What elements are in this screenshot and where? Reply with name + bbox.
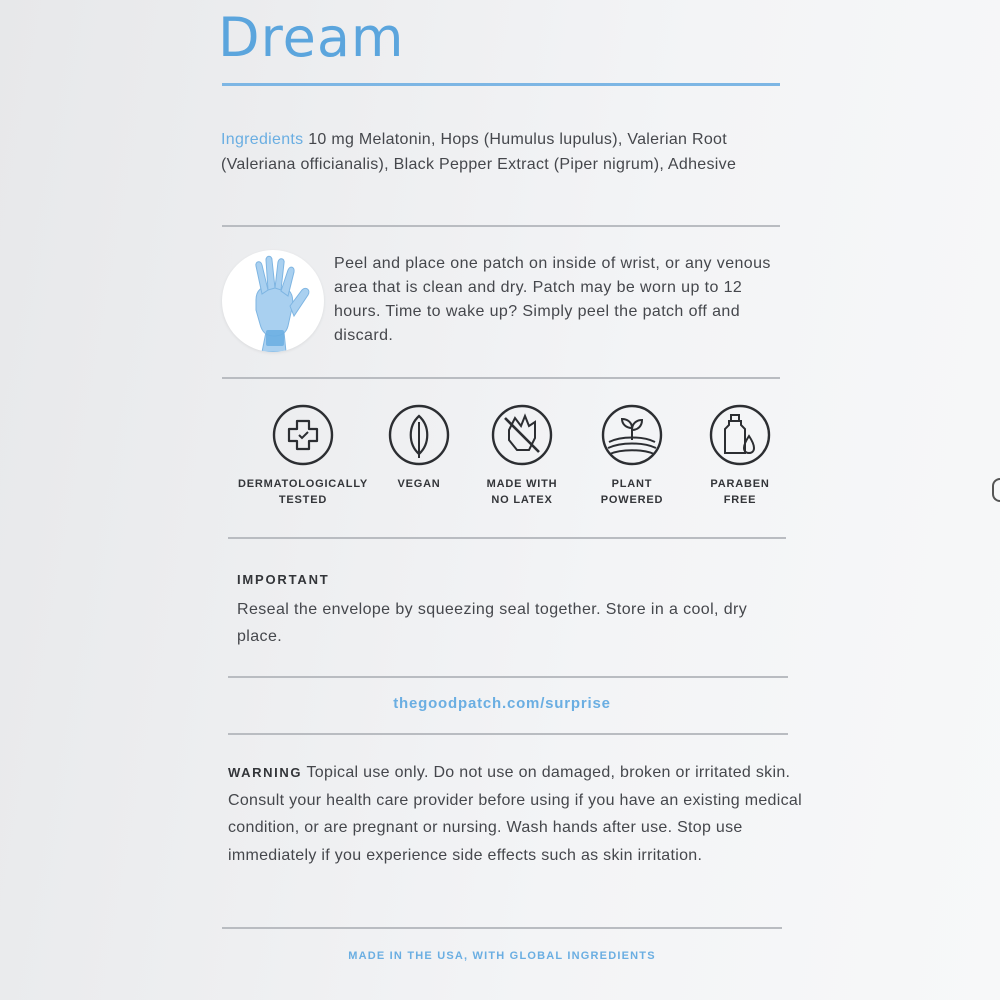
hand-with-patch-icon bbox=[222, 250, 324, 352]
divider-3 bbox=[228, 537, 786, 539]
badge-label: MADE WITH NO LATEX bbox=[486, 478, 558, 506]
bottle-drop-icon bbox=[709, 404, 771, 466]
warning-label: WARNING bbox=[228, 765, 303, 780]
badge-dermatologically-tested bbox=[222, 404, 384, 508]
badge-plant-powered bbox=[582, 404, 682, 508]
medical-cross-icon bbox=[272, 404, 334, 466]
website-link[interactable]: thegoodpatch.com/surprise bbox=[393, 695, 611, 712]
badge-label: PLANT POWERED bbox=[600, 478, 664, 506]
badge-label: PARABEN FREE bbox=[710, 478, 770, 506]
warning-section bbox=[228, 759, 803, 869]
badge-row bbox=[222, 404, 782, 514]
no-latex-glove-icon bbox=[491, 404, 553, 466]
divider-2 bbox=[222, 377, 780, 379]
ingredients-section bbox=[221, 127, 781, 177]
badge-vegan bbox=[380, 404, 458, 492]
edge-cropped-glyph bbox=[992, 478, 1000, 502]
plant-sprout-icon bbox=[601, 404, 663, 466]
made-in-usa-footer: MADE IN THE USA, WITH GLOBAL INGREDIENTS bbox=[348, 950, 656, 962]
badge-paraben-free bbox=[692, 404, 788, 508]
divider-1 bbox=[222, 225, 780, 227]
divider-4 bbox=[228, 676, 788, 678]
important-text: Reseal the envelope by squeezing seal together. Store in a cool, dry place. bbox=[237, 601, 748, 645]
directions-text: Peel and place one patch on inside of wrist, or any venous area that is clean and dry. Patch may be worn up to 12 hours. Time to wake up? Simply peel the patch off and discard. bbox=[334, 255, 771, 344]
badge-label: DERMATOLOGICALLY TESTED bbox=[238, 478, 368, 506]
product-title: Dream bbox=[218, 6, 405, 69]
ingredients-text: 10 mg Melatonin, Hops (Humulus lupulus), Valerian Root (Valeriana officianalis), Black Pepper Extract (Piper nigrum), Adhesive bbox=[221, 131, 737, 173]
badge-no-latex bbox=[472, 404, 572, 508]
leaf-icon bbox=[388, 404, 450, 466]
ingredients-label: Ingredients bbox=[221, 131, 304, 148]
title-divider bbox=[222, 83, 780, 86]
warning-text: Topical use only. Do not use on damaged, broken or irritated skin. Consult your health care provider before using if you have an existing medical condition, or are pregnant or nursing. Wash hands after use. Stop use immediately if you experience side effects such as skin irritation. bbox=[228, 764, 802, 864]
divider-6 bbox=[222, 927, 782, 929]
badge-label: VEGAN bbox=[397, 478, 441, 490]
divider-5 bbox=[228, 733, 788, 735]
important-heading: IMPORTANT bbox=[237, 572, 330, 587]
